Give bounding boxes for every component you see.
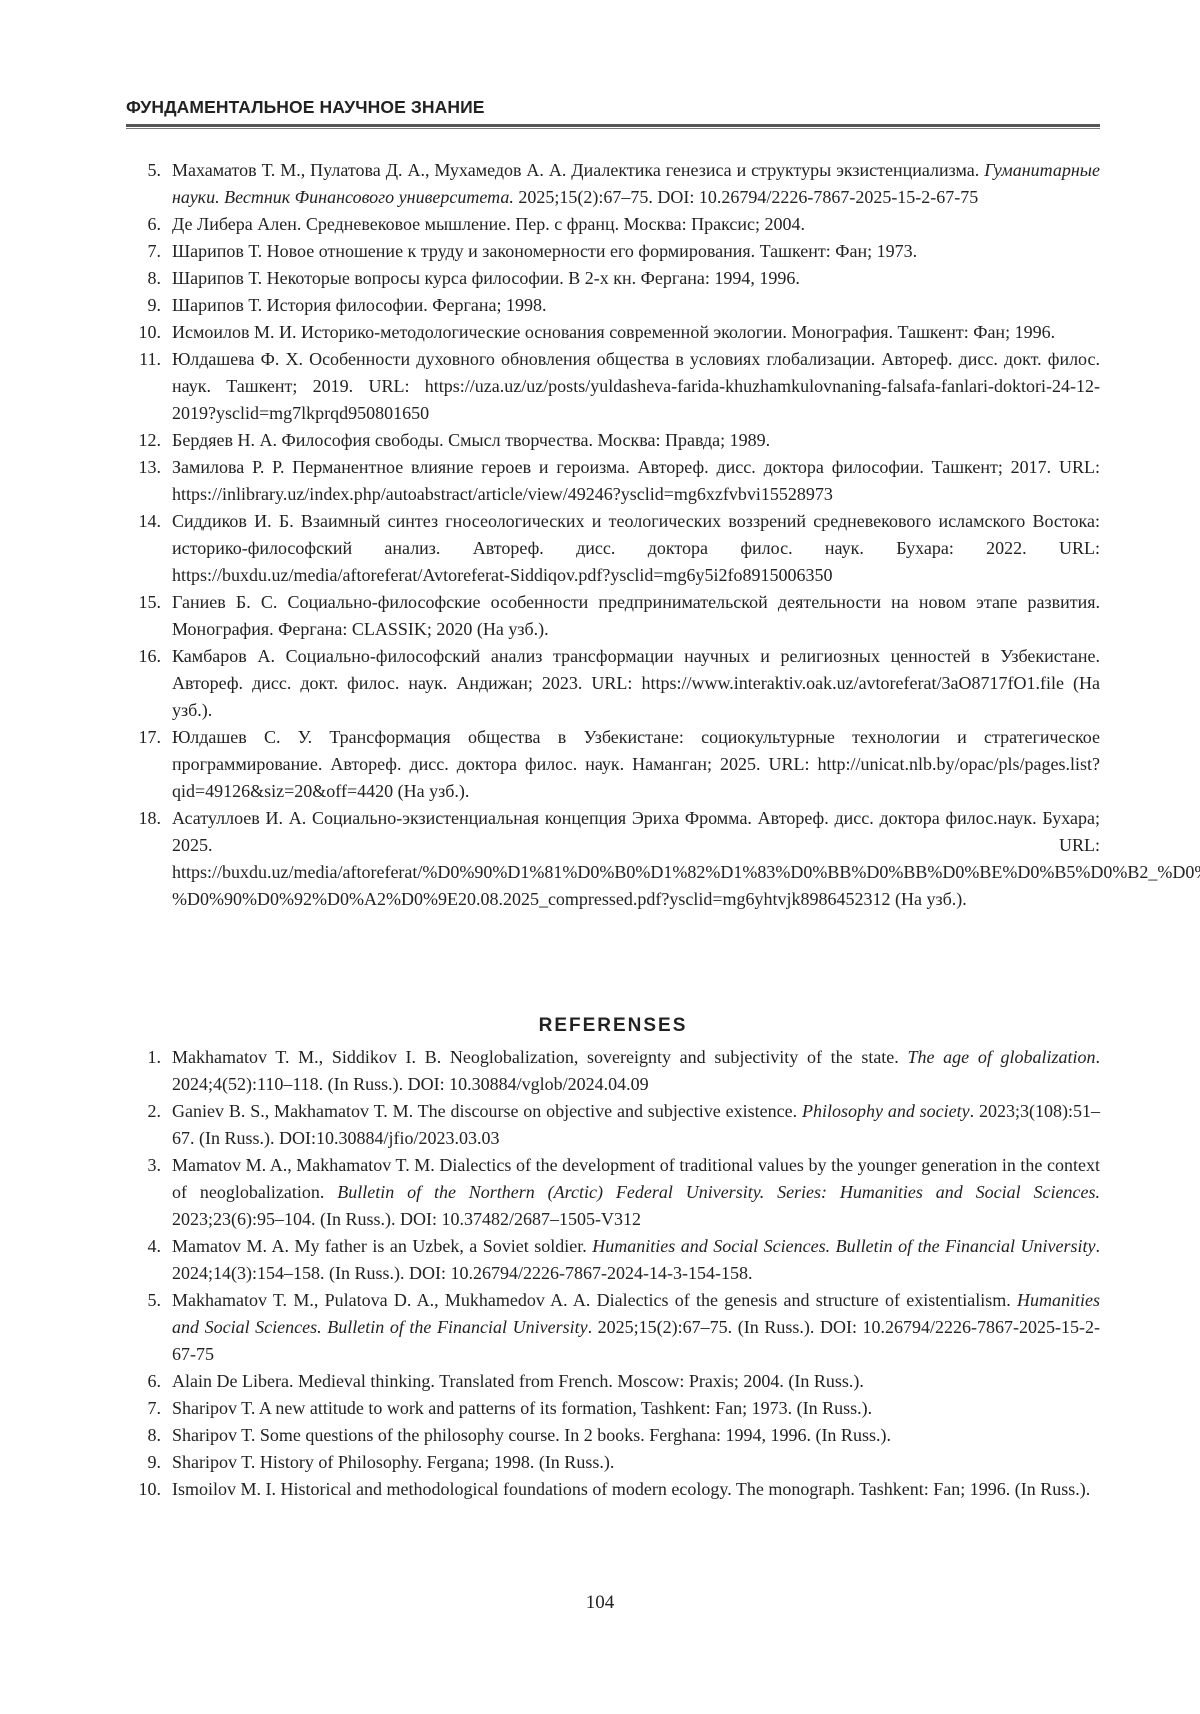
reference-number: 11. — [126, 346, 161, 373]
reference-number: 15. — [126, 589, 161, 616]
reference-text — [172, 727, 1100, 801]
reference-item — [126, 292, 1100, 319]
reference-text-run: Шарипов Т. Новое отношение к труду и закономерности его формирования. Ташкент: Фан; 1973. — [172, 241, 917, 261]
reference-text — [172, 592, 1100, 639]
reference-number: 5. — [126, 157, 161, 184]
reference-source-title: Гуманитарные науки. Вестник Финансового университета. — [172, 160, 1100, 207]
reference-text-run: Юлдашева Ф. Х. Особенности духовного обновления общества в условиях глобализации. Автореф. дисс. докт. филос. наук. Ташкент; 2019. URL: https://uza.uz/uz/posts/yuldasheva-farida-khuzhamkulovnaning-falsafa-fanlari-doktori-24-12-2019?ysclid=mg7lkprqd950801650 — [172, 349, 1100, 423]
reference-number: 3. — [126, 1152, 161, 1179]
reference-number: 16. — [126, 643, 161, 670]
reference-number: 17. — [126, 724, 161, 751]
reference-text-run: 2025;15(2):67–75. DOI: 10.26794/2226-7867-2025-15-2-67-75 — [514, 187, 978, 207]
reference-item — [126, 508, 1100, 589]
reference-text — [172, 1236, 1100, 1283]
reference-list-english — [126, 1044, 1100, 1503]
reference-item — [126, 238, 1100, 265]
reference-item — [126, 1422, 1100, 1449]
reference-source-title: The age of globalization — [907, 1047, 1095, 1067]
reference-text-run: Замилова Р. Р. Перманентное влияние героев и героизма. Автореф. дисс. доктора философии. Ташкент; 2017. URL: https://inlibrary.uz/index.php/autoabstract/article/view/49246?ysclid=mg6xzfvbvi15528973 — [172, 457, 1100, 504]
reference-text-run: Ganiev B. S., Makhamatov T. M. The discourse on objective and subjective existence. — [172, 1101, 802, 1121]
reference-text-run: Камбаров А. Социально-философский анализ трансформации научных и религиозных ценностей в Узбекистане. Автореф. дисс. докт. филос. наук. Андижан; 2023. URL: https://www.interaktiv.oak.uz/avtoreferat/3aO8717fO1.file (На узб.). — [172, 646, 1100, 720]
reference-text-run: 2023;23(6):95–104. (In Russ.). DOI: 10.37482/2687–1505-V312 — [172, 1209, 641, 1229]
reference-text-run: . 2024;4(52):110–118. (In Russ.). DOI: 10.30884/vglob/2024.04.09 — [172, 1047, 1100, 1094]
reference-item — [126, 427, 1100, 454]
reference-text-run: Makhamatov T. M., Siddikov I. B. Neoglobalization, sovereignty and subjectivity of the state. — [172, 1047, 907, 1067]
reference-number: 1. — [126, 1044, 161, 1071]
reference-text-run: Sharipov T. Some questions of the philosophy course. In 2 books. Ferghana: 1994, 1996. (In Russ.). — [172, 1425, 891, 1445]
reference-item — [126, 643, 1100, 724]
reference-number: 12. — [126, 427, 161, 454]
page-number: 104 — [0, 1592, 1200, 1614]
reference-item — [126, 319, 1100, 346]
reference-text-run: Ганиев Б. С. Социально-философские особенности предпринимательской деятельности на новом этапе развития. Монография. Фергана: CLASSIK; 2020 (На узб.). — [172, 592, 1100, 639]
reference-number: 10. — [126, 1476, 161, 1503]
reference-text — [172, 322, 1055, 342]
reference-text-run: Sharipov T. History of Philosophy. Fergana; 1998. (In Russ.). — [172, 1452, 614, 1472]
reference-text-run: Де Либера Ален. Средневековое мышление. Пер. с франц. Москва: Праксис; 2004. — [172, 214, 805, 234]
reference-text — [172, 1371, 864, 1391]
reference-text-run: Шарипов Т. История философии. Фергана; 1998. — [172, 295, 546, 315]
reference-number: 8. — [126, 1422, 161, 1449]
reference-number: 9. — [126, 292, 161, 319]
reference-text-run: . 2025;15(2):67–75. (In Russ.). DOI: 10.26794/2226-7867-2025-15-2-67-75 — [172, 1317, 1100, 1364]
reference-number: 2. — [126, 1098, 161, 1125]
reference-text — [172, 1155, 1100, 1229]
reference-text — [172, 511, 1100, 585]
reference-text — [172, 1452, 614, 1472]
reference-text-run: . 2023;3(108):51–67. (In Russ.). DOI:10.30884/jfio/2023.03.03 — [172, 1101, 1100, 1148]
reference-number: 14. — [126, 508, 161, 535]
reference-text-run: . 2024;14(3):154–158. (In Russ.). DOI: 10.26794/2226-7867-2024-14-3-154-158. — [172, 1236, 1100, 1283]
reference-text — [172, 457, 1100, 504]
reference-text-run: Makhamatov T. M., Pulatova D. A., Mukhamedov A. A. Dialectics of the genesis and structure of existentialism. — [172, 1290, 1017, 1310]
reference-source-title: Humanities and Social Sciences. Bulletin of the Financial University — [172, 1290, 1100, 1337]
reference-number: 10. — [126, 319, 161, 346]
reference-text — [172, 1425, 891, 1445]
reference-text-run: Юлдашев С. У. Трансформация общества в Узбекистане: социокультурные технологии и стратегическое программирование. Автореф. дисс. доктора филос. наук. Наманган; 2025. URL: http://unicat.nlb.by/opac/pls/pages.list?qid=49126&siz=20&off=4420 (На узб.). — [172, 727, 1100, 801]
reference-item — [126, 724, 1100, 805]
reference-text — [172, 241, 917, 261]
reference-text-run: Сиддиков И. Б. Взаимный синтез гносеологических и теологических воззрений средневекового исламского Востока: историко-философский анализ. Автореф. дисс. доктора филос. наук. Бухара: 2022. URL: https://buxdu.uz/media/aftoreferat/Avtoreferat-Siddiqov.pdf?ysclid=mg6y5i2fo8915006350 — [172, 511, 1100, 585]
reference-text — [172, 295, 546, 315]
reference-text-run: Mamatov M. A. My father is an Uzbek, a Soviet soldier. — [172, 1236, 592, 1256]
reference-text — [172, 1398, 872, 1418]
reference-text-run: Sharipov T. A new attitude to work and patterns of its formation, Tashkent: Fan; 1973. (In Russ.). — [172, 1398, 872, 1418]
reference-item — [126, 1449, 1100, 1476]
reference-source-title: Bulletin of the Northern (Arctic) Federal University. Series: Humanities and Social Sciences. — [337, 1182, 1100, 1202]
reference-text-run: Шарипов Т. Некоторые вопросы курса философии. В 2-х кн. Фергана: 1994, 1996. — [172, 268, 800, 288]
reference-number: 8. — [126, 265, 161, 292]
reference-item — [126, 1476, 1100, 1503]
reference-text — [172, 268, 800, 288]
reference-text-run: Mamatov M. A., Makhamatov T. M. Dialectics of the development of traditional values by the younger generation in the context of neoglobalization. — [172, 1155, 1100, 1202]
reference-item — [126, 346, 1100, 427]
reference-number: 13. — [126, 454, 161, 481]
reference-item — [126, 1098, 1100, 1152]
reference-number: 18. — [126, 805, 161, 832]
reference-text — [172, 1290, 1100, 1364]
reference-text — [172, 349, 1100, 423]
reference-text — [172, 214, 805, 234]
reference-item — [126, 589, 1100, 643]
reference-list-russian — [126, 157, 1100, 913]
reference-text-run: Исмоилов М. И. Историко-методологические основания современной экологии. Монография. Ташкент: Фан; 1996. — [172, 322, 1055, 342]
reference-text — [172, 1479, 1090, 1499]
reference-source-title: Humanities and Social Sciences. Bulletin of the Financial University — [592, 1236, 1095, 1256]
reference-number: 6. — [126, 1368, 161, 1395]
reference-text-run: Махаматов Т. М., Пулатова Д. А., Мухамедов А. А. Диалектика генезиса и структуры экзистенциализма. — [172, 160, 984, 180]
reference-item — [126, 1287, 1100, 1368]
running-header: ФУНДАМЕНТАЛЬНОЕ НАУЧНОЕ ЗНАНИЕ — [126, 97, 485, 118]
reference-text-run: Alain De Libera. Medieval thinking. Translated from French. Moscow: Praxis; 2004. (In Russ.). — [172, 1371, 864, 1391]
reference-text — [172, 1047, 1100, 1094]
reference-item — [126, 1152, 1100, 1233]
reference-text — [172, 808, 1200, 909]
section-heading: REFERENSES — [126, 1015, 1100, 1037]
reference-item — [126, 265, 1100, 292]
reference-number: 7. — [126, 1395, 161, 1422]
header-rule — [126, 124, 1100, 129]
reference-text-run: Ismoilov M. I. Historical and methodological foundations of modern ecology. The monograph. Tashkent: Fan; 1996. (In Russ.). — [172, 1479, 1090, 1499]
reference-text-run: Асатуллоев И. А. Социально-экзистенциальная концепция Эриха Фромма. Автореф. дисс. доктора филос.наук. Бухара; 2025. URL: https://buxdu.uz/media/aftoreferat/%D0%90%D1%81%D0%B0%D1%82%D1%83%D0%BB%D0%BB%D0%BE%D0%B5%D0%B2_%D0%98-%D0%90%D0%92%D0%A2%D0%9E20.08.2025_compressed.pdf?ysclid=mg6yhtvjk8986452312 (На узб.). — [172, 808, 1200, 909]
reference-item — [126, 1368, 1100, 1395]
reference-item — [126, 1233, 1100, 1287]
reference-number: 9. — [126, 1449, 161, 1476]
reference-number: 6. — [126, 211, 161, 238]
reference-item — [126, 454, 1100, 508]
reference-number: 7. — [126, 238, 161, 265]
reference-item — [126, 1044, 1100, 1098]
reference-item — [126, 211, 1100, 238]
reference-item — [126, 805, 1100, 913]
reference-text-run: Бердяев Н. А. Философия свободы. Смысл творчества. Москва: Правда; 1989. — [172, 430, 770, 450]
reference-item — [126, 1395, 1100, 1422]
reference-text — [172, 646, 1100, 720]
reference-number: 5. — [126, 1287, 161, 1314]
reference-source-title: Philosophy and society — [802, 1101, 970, 1121]
reference-text — [172, 1101, 1100, 1148]
reference-item — [126, 157, 1100, 211]
reference-text — [172, 430, 770, 450]
reference-text — [172, 160, 1100, 207]
reference-number: 4. — [126, 1233, 161, 1260]
